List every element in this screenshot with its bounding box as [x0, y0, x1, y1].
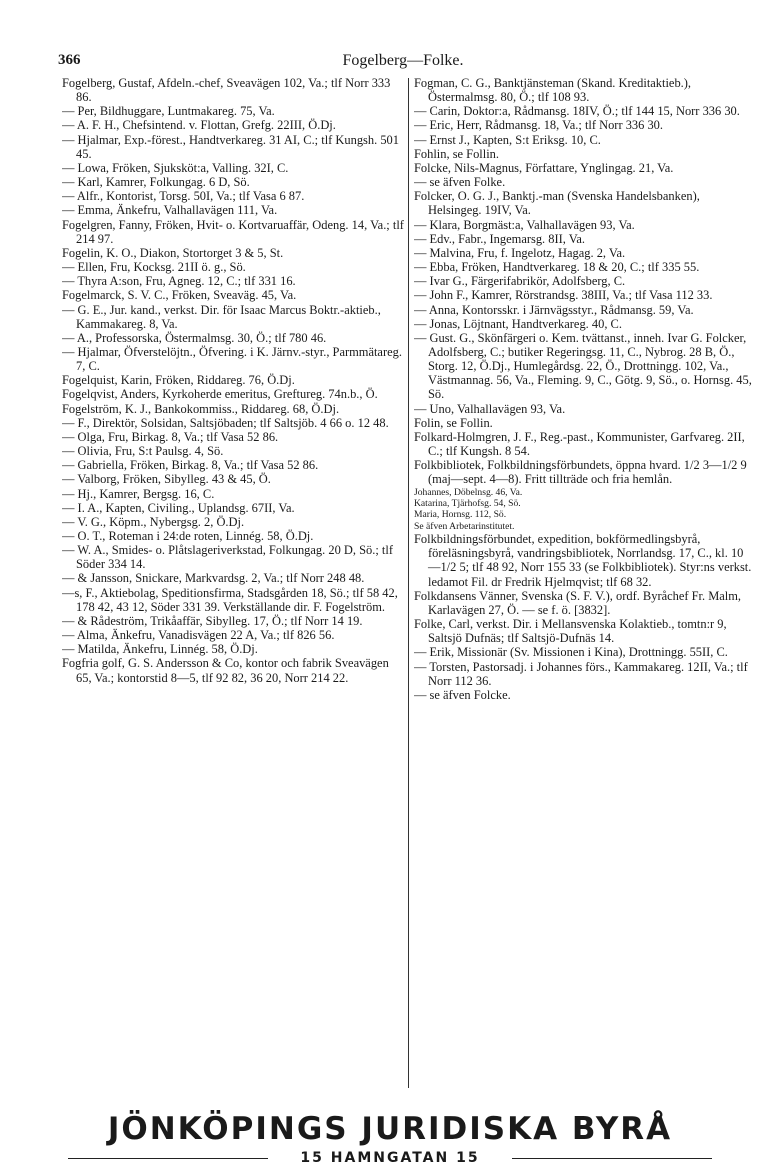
directory-entry: — & Rådeström, Trikåaffär, Sibylleg. 17, Ö.; tlf Norr 14 19. [62, 613, 363, 628]
advertisement-subtitle-line [60, 1148, 720, 1168]
decorative-rule-left [68, 1158, 268, 1159]
directory-entry: — John F., Kamrer, Rörstrandsg. 38III, Va.; tlf Vasa 112 33. [414, 288, 713, 303]
directory-entry: — Erik, Missionär (Sv. Missionen i Kina), Drottningg. 55II, C. [414, 645, 728, 660]
page-header [58, 52, 748, 74]
directory-entry: — Hj., Kamrer, Bergsg. 16, C. [62, 486, 215, 501]
directory-entry: — Thyra A:son, Fru, Agneg. 12, C.; tlf 331 16. [62, 274, 296, 289]
directory-entry: — Eric, Herr, Rådmansg. 18, Va.; tlf Norr 336 30. [414, 118, 664, 133]
directory-entry: — Matilda, Änkefru, Linnég. 58, Ö.Dj. [62, 642, 258, 657]
running-head: Fogelberg—Folke. [342, 52, 464, 69]
directory-entry: — Lowa, Fröken, Sjuksköt:a, Valling. 32I, C. [62, 160, 289, 175]
directory-entry: — Hjalmar, Exp.-förest., Handtverkareg. 31 AI, C.; tlf Kungsh. 501 45. [62, 132, 399, 161]
directory-entry: —s, F., Aktiebolag, Speditionsfirma, Stadsgården 18, Sö.; tlf 58 42, 178 42, 43 12, Söder 331 39. Verkställande dir. F. Fogelström. [62, 585, 398, 614]
directory-entry: — Karl, Kamrer, Folkungag. 6 D, Sö. [62, 175, 250, 190]
directory-entry: Folcke, Nils-Magnus, Författare, Ynglingag. 21, Va. [414, 160, 674, 175]
directory-entry: — Carin, Doktor:a, Rådmansg. 18IV, Ö.; tlf 144 15, Norr 336 30. [414, 104, 740, 119]
directory-entry: — Per, Bildhuggare, Luntmakareg. 75, Va. [62, 104, 275, 119]
directory-entry: — & Jansson, Snickare, Markvardsg. 2, Va.; tlf Norr 248 48. [62, 571, 365, 586]
page-number: 366 [58, 52, 81, 68]
directory-entry: Fogfria golf, G. S. Andersson & Co, kontor och fabrik Sveavägen 65, Va.; kontorstid 8—5, tlf 92 82, 36 20, Norr 214 22. [62, 656, 389, 685]
directory-entry: — A., Professorska, Östermalmsg. 30, Ö.; tlf 780 46. [62, 330, 327, 345]
directory-entry: Fogelqvist, Anders, Kyrkoherde emeritus, Greftureg. 74n.b., Ö. [62, 387, 378, 402]
directory-entry: Fogelgren, Fanny, Fröken, Hvit- o. Kortvaruaffär, Odeng. 14, Va.; tlf 214 97. [62, 217, 404, 246]
directory-entry: — Malvina, Fru, f. Ingelotz, Hagag. 2, Va. [414, 245, 626, 260]
directory-entry: Folkbildningsförbundet, expedition, bokförmedlingsbyrå, föreläsningsbyrå, vandringsbibliotek, Norrlandsg. 17, C., kl. 10—1/2 5; tlf 48 92, Norr 155 33 (se Folkbibliotek). Styr:ns verkst. ledamot Fil. dr Fredrik Hjelmqvist; tlf 68 32. [414, 532, 752, 589]
directory-entry: — se äfven Folke. [414, 175, 506, 190]
directory-entry: Folkdansens Vänner, Svenska (S. F. V.), ordf. Byråchef Fr. Malm, Karlavägen 27, Ö. — se f. ö. [3832]. [414, 588, 742, 617]
directory-entry: — Anna, Kontorsskr. i Järnvägsstyr., Rådmansg. 59, Va. [414, 302, 694, 317]
directory-columns [62, 76, 754, 1094]
directory-entry: — Edv., Fabr., Ingemarsg. 8II, Va. [414, 231, 585, 246]
directory-entry: — I. A., Kapten, Civiling., Uplandsg. 67II, Va. [62, 500, 295, 515]
directory-entry: — F., Direktör, Solsidan, Saltsjöbaden; tlf Saltsjöb. 4 66 o. 12 48. [62, 415, 389, 430]
directory-entry: — Olga, Fru, Birkag. 8, Va.; tlf Vasa 52 86. [62, 429, 279, 444]
directory-entry: — O. T., Roteman i 24:de roten, Linnég. 58, Ö.Dj. [62, 529, 314, 543]
directory-entry: Folin, se Follin. [414, 415, 493, 430]
directory-entry: Se äfven Arbetarinstitutet. [414, 520, 515, 532]
directory-entry: Folke, Carl, verkst. Dir. i Mellansvenska Kolaktieb., tomtn:r 9, Saltsjö Dufnäs; tlf Saltsjö-Dufnäs 14. [414, 617, 727, 646]
right-column [414, 76, 754, 1094]
directory-entry: Maria, Hornsg. 112, Sö. [414, 509, 507, 521]
advertisement-subtitle: 15 HAMNGATAN 15 [300, 1150, 480, 1166]
directory-entry: Fohlin, se Follin. [414, 146, 500, 161]
directory-entry: Katarina, Tjärhofsg. 54, Sö. [414, 497, 521, 509]
directory-entry: — Uno, Valhallavägen 93, Va. [414, 401, 566, 416]
directory-entry: Folkard-Holmgren, J. F., Reg.-past., Kommunister, Garfvareg. 2II, C.; tlf Kungsh. 8 54. [414, 429, 745, 459]
directory-entry: Fogelström, K. J., Bankokommiss., Riddareg. 68, Ö.Dj. [62, 401, 340, 416]
directory-entry: — Olivia, Fru, S:t Paulsg. 4, Sö. [62, 444, 224, 459]
directory-entry: — Ellen, Fru, Kocksg. 21II ö. g., Sö. [62, 260, 246, 275]
directory-entry: — Gust. G., Skönfärgeri o. Kem. tvättanst., inneh. Ivar G. Folcker, Adolfsberg, C.; butiker Regeringsg. 11, C., Nybrog. 28 B, Ö., Storg. 12, Ö.Dj., Humlegårdsg. 22, Ö., Drottningg. 102, Va., Västmannag. 56, Va., Fleming. 9, C., Götg. 9, Sö., o. Hornsg. 45, Sö. [414, 330, 752, 402]
advertisement-banner [60, 1112, 720, 1168]
directory-entry: — A. F. H., Chefsintend. v. Flottan, Grefg. 22III, Ö.Dj. [62, 118, 336, 133]
directory-entry: — Ebba, Fröken, Handtverkareg. 18 & 20, C.; tlf 335 55. [414, 260, 700, 275]
directory-entry: — se äfven Folcke. [414, 687, 511, 702]
directory-entry: — Alma, Änkefru, Vanadisvägen 22 A, Va.; tlf 826 56. [62, 628, 335, 643]
advertisement-title: JÖNKÖPINGS JURIDISKA BYRÅ [107, 1111, 673, 1147]
directory-entry: — Hjalmar, Öfverstelöjtn., Öfvering. i K. Järnv.-styr., Parmmätareg. 7, C. [62, 344, 402, 374]
directory-entry: — Klara, Borgmäst:a, Valhallavägen 93, Va. [414, 217, 635, 232]
directory-entry: — W. A., Smides- o. Plåtslageriverkstad, Folkungag. 20 D, Sö.; tlf Söder 334 14. [62, 543, 393, 572]
directory-entry: — Emma, Änkefru, Valhallavägen 111, Va. [62, 203, 278, 218]
directory-entry: — Ernst J., Kapten, S:t Eriksg. 10, C. [414, 132, 601, 147]
directory-entry: Fogman, C. G., Banktjänsteman (Skand. Kreditaktieb.), Östermalmsg. 80, Ö.; tlf 108 93. [414, 76, 692, 105]
left-column [62, 76, 405, 1094]
directory-entry: — Torsten, Pastorsadj. i Johannes förs., Kammakareg. 12II, Va.; tlf Norr 112 36. [414, 659, 748, 688]
decorative-rule-right [512, 1158, 712, 1159]
directory-entry: Fogelin, K. O., Diakon, Stortorget 3 & 5, St. [62, 245, 284, 260]
directory-entry: — V. G., Köpm., Nybergsg. 2, Ö.Dj. [62, 514, 245, 529]
directory-entry: Folkbibliotek, Folkbildningsförbundets, öppna hvard. 1/2 3—1/2 9 (maj—sept. 4—8). Fritt tillträde och fria hemlån. [414, 458, 747, 487]
directory-entry: — Valborg, Fröken, Sibylleg. 43 & 45, Ö. [62, 472, 271, 487]
column-divider [408, 78, 409, 1088]
directory-entry: — Gabriella, Fröken, Birkag. 8, Va.; tlf Vasa 52 86. [62, 458, 319, 473]
directory-entry: Johannes, Döbelnsg. 46, Va. [414, 486, 523, 498]
directory-entry: — Alfr., Kontorist, Torsg. 50I, Va.; tlf Vasa 6 87. [62, 189, 305, 204]
directory-entry: — G. E., Jur. kand., verkst. Dir. för Isaac Marcus Boktr.-aktieb., Kammakareg. 8, Va. [62, 302, 381, 331]
directory-entry: Folcker, O. G. J., Banktj.-man (Svenska Handelsbanken), Helsingeg. 19IV, Va. [414, 189, 700, 218]
directory-entry: Fogelberg, Gustaf, Afdeln.-chef, Sveavägen 102, Va.; tlf Norr 333 86. [62, 76, 391, 105]
directory-entry: Fogelmarck, S. V. C., Fröken, Sveaväg. 45, Va. [62, 288, 297, 303]
directory-entry: Fogelquist, Karin, Fröken, Riddareg. 76, Ö.Dj. [62, 373, 295, 388]
directory-entry: — Ivar G., Färgerifabrikör, Adolfsberg, C. [414, 274, 626, 289]
directory-entry: — Jonas, Löjtnant, Handtverkareg. 40, C. [414, 316, 622, 331]
